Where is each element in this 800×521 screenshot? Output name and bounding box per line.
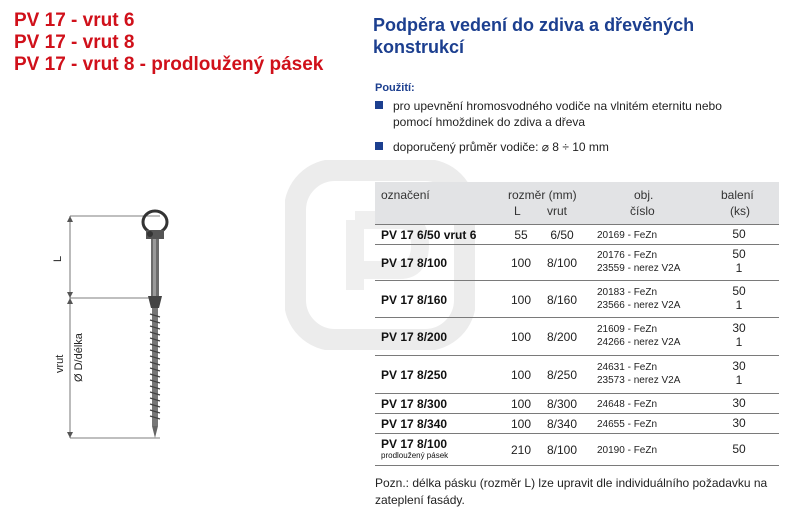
row-obj: 20176 - FeZn bbox=[597, 250, 658, 261]
header-oznaceni: označení bbox=[381, 188, 430, 202]
product-drawing bbox=[40, 200, 190, 450]
table-row bbox=[375, 434, 779, 466]
product-titles bbox=[14, 10, 323, 76]
row-vrut: 8/100 bbox=[546, 443, 578, 457]
row-baleni: 30 bbox=[732, 416, 746, 430]
dimension-label-diameter: Ø D/délka bbox=[73, 333, 85, 382]
row-obj: 24655 - FeZn bbox=[597, 419, 658, 430]
row-baleni: 1 bbox=[735, 298, 743, 312]
usage-bullet bbox=[375, 139, 765, 155]
row-name: PV 17 8/340 bbox=[381, 417, 448, 431]
row-vrut: 8/200 bbox=[546, 330, 578, 344]
bullet-square-icon bbox=[375, 101, 383, 109]
row-baleni: 50 bbox=[732, 284, 746, 298]
row-name-sub: prodloužený pásek bbox=[381, 451, 449, 460]
row-baleni: 30 bbox=[732, 396, 746, 410]
row-name: PV 17 8/300 bbox=[381, 397, 448, 411]
row-obj: 24266 - nerez V2A bbox=[597, 337, 681, 348]
row-baleni: 50 bbox=[732, 227, 746, 241]
table-row bbox=[375, 394, 779, 414]
row-baleni: 30 bbox=[732, 321, 746, 335]
row-vrut: 8/100 bbox=[546, 256, 578, 270]
usage-label: Použití: bbox=[375, 82, 415, 94]
footnote: Pozn.: délka pásku (rozměr L) lze upravit dle individuálního požadavku na zateplení fasády. bbox=[375, 476, 768, 507]
row-baleni: 1 bbox=[735, 335, 743, 349]
header-ks: (ks) bbox=[730, 204, 750, 218]
row-obj: 24631 - FeZn bbox=[597, 362, 658, 373]
bullet-square-icon bbox=[375, 142, 383, 150]
dimension-label-L: L bbox=[52, 255, 64, 262]
table-row bbox=[375, 414, 779, 434]
row-obj: 21609 - FeZn bbox=[597, 324, 658, 335]
table-row bbox=[375, 318, 779, 356]
product-title: PV 17 - vrut 8 bbox=[14, 32, 135, 53]
row-name: PV 17 8/250 bbox=[381, 368, 448, 382]
row-name: PV 17 6/50 vrut 6 bbox=[381, 228, 477, 242]
page-heading: Podpěra vedení do zdiva a dřevěných konstrukcí bbox=[373, 15, 695, 57]
row-L: 100 bbox=[510, 330, 532, 344]
row-obj: 23559 - nerez V2A bbox=[597, 263, 681, 274]
dimension-label-vrut: vrut bbox=[54, 354, 66, 373]
row-vrut: 8/160 bbox=[546, 293, 578, 307]
table-row bbox=[375, 245, 779, 281]
row-obj: 24648 - FeZn bbox=[597, 399, 658, 410]
row-vrut: 8/250 bbox=[546, 368, 578, 382]
bullet-text: pro upevnění hromosvodného vodiče na vlnitém eternitu nebo pomocí hmoždinek do zdiva a dřeva bbox=[393, 99, 722, 129]
row-name-text: PV 17 8/100 bbox=[381, 437, 448, 451]
table-row bbox=[375, 225, 779, 245]
header-cislo: číslo bbox=[630, 204, 655, 218]
row-name bbox=[381, 437, 448, 460]
usage-bullet bbox=[375, 98, 765, 130]
row-obj: 23566 - nerez V2A bbox=[597, 300, 681, 311]
row-L: 100 bbox=[510, 417, 532, 431]
row-name: PV 17 8/200 bbox=[381, 330, 448, 344]
row-L: 100 bbox=[510, 293, 532, 307]
row-baleni: 50 bbox=[732, 247, 746, 261]
row-obj: 20183 - FeZn bbox=[597, 287, 658, 298]
row-L: 100 bbox=[510, 368, 532, 382]
row-vrut: 8/300 bbox=[546, 397, 578, 411]
row-baleni: 50 bbox=[732, 442, 746, 456]
row-name: PV 17 8/100 bbox=[381, 256, 448, 270]
row-baleni: 1 bbox=[735, 373, 743, 387]
header-rozmer: rozměr (mm) bbox=[508, 188, 577, 202]
header-baleni: balení bbox=[721, 188, 754, 202]
header-L: L bbox=[514, 204, 521, 218]
row-obj: 20190 - FeZn bbox=[597, 445, 658, 456]
row-obj: 23573 - nerez V2A bbox=[597, 375, 681, 386]
row-baleni: 1 bbox=[735, 261, 743, 275]
row-L: 100 bbox=[510, 256, 532, 270]
row-baleni: 30 bbox=[732, 359, 746, 373]
row-obj: 20169 - FeZn bbox=[597, 230, 658, 241]
row-name: PV 17 8/160 bbox=[381, 293, 448, 307]
table-row bbox=[375, 281, 779, 318]
row-L: 100 bbox=[510, 397, 532, 411]
product-table bbox=[375, 182, 779, 466]
bullet-text: doporučený průměr vodiče: ⌀ 8 ÷ 10 mm bbox=[393, 140, 609, 154]
row-L: 210 bbox=[510, 443, 532, 457]
row-L: 55 bbox=[514, 228, 528, 242]
table-header bbox=[375, 182, 779, 225]
product-title: PV 17 - vrut 8 - prodloužený pásek bbox=[14, 54, 324, 75]
header-obj: obj. bbox=[634, 188, 654, 202]
header-vrut: vrut bbox=[547, 204, 568, 218]
table-row bbox=[375, 356, 779, 394]
product-title: PV 17 - vrut 6 bbox=[14, 10, 135, 31]
row-vrut: 6/50 bbox=[550, 228, 574, 242]
row-vrut: 8/340 bbox=[546, 417, 578, 431]
